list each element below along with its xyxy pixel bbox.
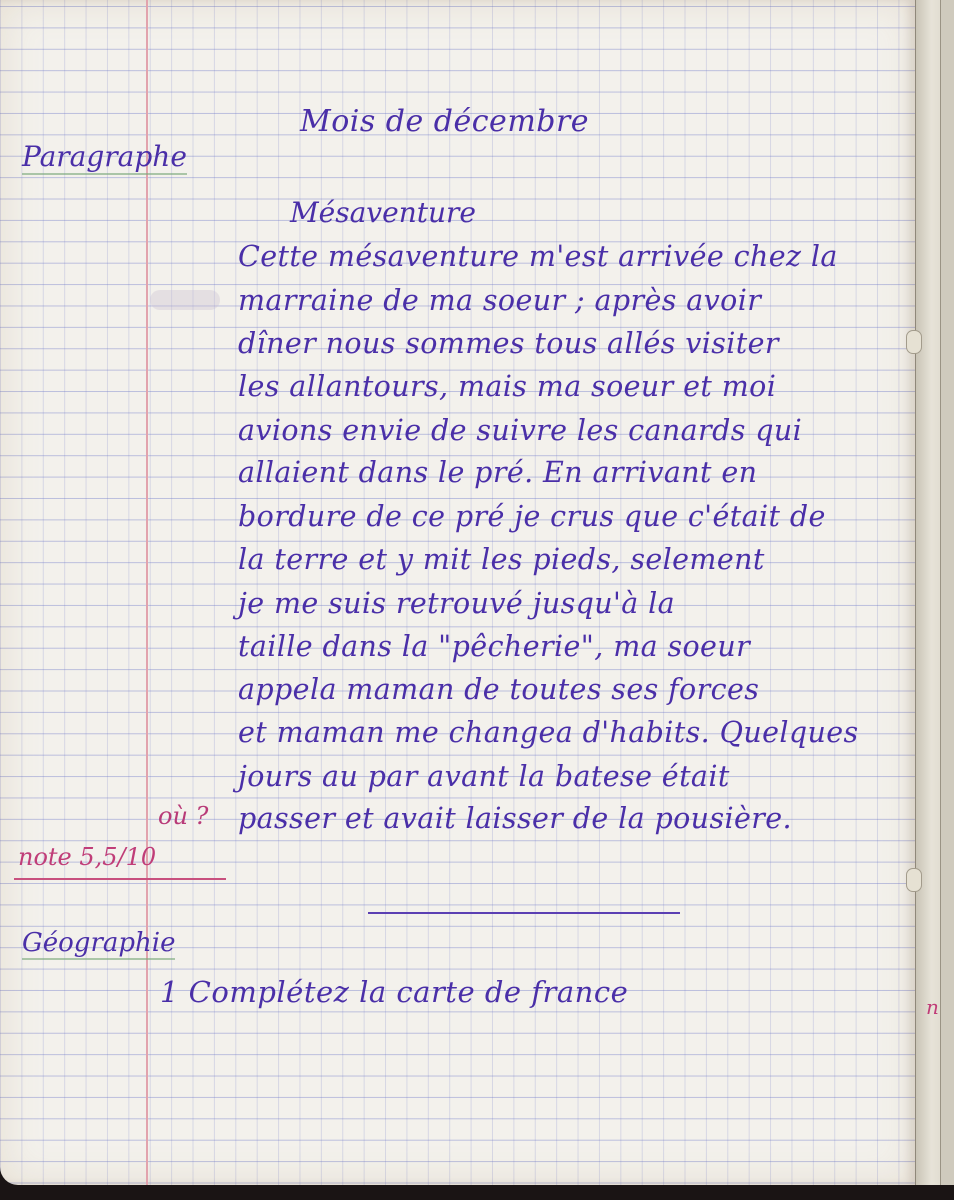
- essay-line: avions envie de suivre les canards qui: [238, 414, 803, 447]
- essay-line: taille dans la "pêcherie", ma soeur: [238, 630, 751, 663]
- margin-question-annotation: où ?: [158, 802, 209, 830]
- staple-hole: [906, 868, 922, 892]
- margin-line: [146, 0, 148, 1185]
- next-page-text-fragment: n: [926, 995, 939, 1019]
- section-separator-line: [368, 912, 680, 914]
- essay-line: marraine de ma soeur ; après avoir: [238, 284, 762, 317]
- section-title-paragraphe: Paragraphe: [22, 140, 187, 173]
- essay-line: et maman me changea d'habits. Quelques: [238, 716, 859, 749]
- exercise-instruction: 1 Complétez la carte de france: [160, 975, 629, 1009]
- grade-annotation: note 5,5/10: [18, 843, 157, 871]
- essay-line: Cette mésaventure m'est arrivée chez la: [238, 240, 838, 273]
- essay-line: la terre et y mit les pieds, selement: [238, 543, 765, 576]
- essay-line: je me suis retrouvé jusqu'à la: [238, 587, 676, 620]
- page-stack-strip: [940, 0, 954, 1185]
- essay-line: bordure de ce pré je crus que c'était de: [238, 500, 826, 533]
- essay-line: appela maman de toutes ses forces: [238, 673, 760, 706]
- section-title-geographie: Géographie: [22, 928, 176, 958]
- erasure-smudge: [150, 290, 220, 310]
- essay-line: jours au par avant la batese était: [238, 760, 730, 793]
- staple-hole: [906, 330, 922, 354]
- grade-underline: [14, 878, 226, 880]
- essay-line: passer et avait laisser de la pousière.: [238, 802, 792, 835]
- date-heading: Mois de décembre: [300, 104, 590, 139]
- essay-line: les allantours, mais ma soeur et moi: [238, 370, 777, 403]
- essay-title: Mésaventure: [290, 196, 476, 229]
- essay-line: allaient dans le pré. En arrivant en: [238, 456, 758, 489]
- essay-line: dîner nous sommes tous allés visiter: [238, 327, 779, 360]
